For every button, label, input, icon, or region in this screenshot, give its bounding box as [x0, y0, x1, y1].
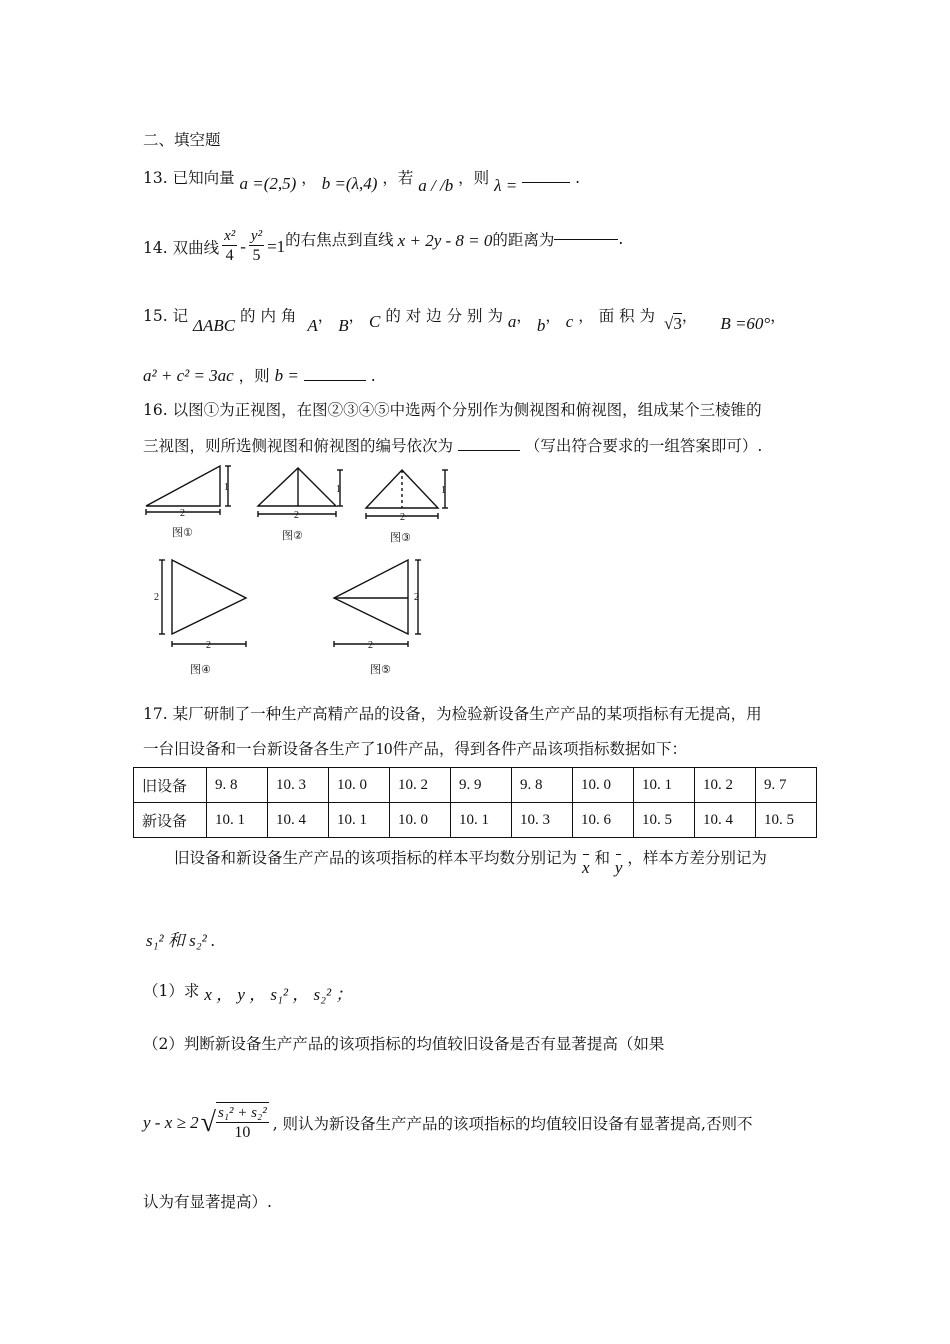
fig3-dim-2: 2 — [400, 512, 405, 523]
q17-line2-post: 件产品，得到各件产品该项指标数据如下： — [392, 740, 688, 758]
q14-prefix: 14. 双曲线 — [143, 239, 220, 258]
table-cell: 10. 4 — [268, 803, 329, 838]
q17-part-1 — [143, 976, 353, 1004]
figure-2-label: 图② — [282, 529, 303, 542]
q14-eq1: =1 — [267, 237, 286, 257]
q17-p1-pre: （1）求 — [143, 982, 200, 1000]
figure-5-shape — [334, 560, 421, 647]
q17-after-table — [174, 846, 767, 877]
q17-after-post: ，样本方差分别记为 — [627, 849, 767, 867]
q17-p1-values: x ， y ， s₁² ， s₂² ； — [204, 985, 353, 1004]
table-cell: 10. 4 — [695, 803, 756, 838]
q15-a: a — [507, 312, 517, 331]
q15-then: ，则 — [238, 367, 270, 385]
question-17: 17. 某厂研制了一种生产高精产品的设备，为检验新设备生产产品的某项指标有无提高，用 — [143, 705, 762, 723]
row-label-new: 新设备 — [134, 803, 207, 838]
table-cell: 10. 0 — [573, 768, 634, 803]
table-cell: 10. 3 — [512, 803, 573, 838]
q15-A: A — [307, 316, 318, 335]
section-title: 二、填空题 — [143, 131, 221, 149]
q17-ineq-numerator: s₁² + s₂² — [216, 1105, 269, 1123]
q15-c: c — [565, 312, 574, 331]
q17-variance-line — [146, 926, 215, 951]
q14-line-equation: x + 2y - 8 = 0 — [397, 231, 493, 251]
q15-comma-3: ， — [516, 307, 532, 325]
question-14 — [143, 228, 623, 266]
q17-part-2: （2）判断新设备生产产品的该项指标的均值较旧设备是否有显著提高（如果 — [143, 1035, 665, 1053]
figure-4-label: 图④ — [190, 663, 211, 676]
q17-inequality-fraction — [216, 1102, 269, 1143]
question-16-line-2 — [143, 434, 762, 456]
q14-end: . — [618, 230, 624, 249]
table-cell: 10. 2 — [390, 768, 451, 803]
fig1-dim-2: 2 — [180, 508, 185, 519]
question-13 — [143, 166, 581, 195]
q15-B: B — [338, 316, 349, 335]
q17-line2-pre: 一台旧设备和一台新设备各生产了 — [143, 740, 376, 758]
fig5-dim-2-horizontal: 2 — [368, 640, 373, 651]
q13-comma: ， — [301, 169, 317, 187]
q16-line2-pre: 三视图，则所选侧视图和俯视图的编号依次为 — [143, 437, 454, 455]
q15-equation: a² + c² = 3ac — [143, 366, 234, 385]
q17-after-pre: 旧设备和新设备生产产品的该项指标的样本平均数分别记为 — [174, 849, 578, 867]
q13-if: ，若 — [382, 169, 414, 187]
table-cell: 9. 9 — [451, 768, 512, 803]
q15-b: b — [536, 316, 546, 335]
q15-comma-2: ， — [348, 307, 365, 325]
q15-b-eq: b = — [274, 366, 299, 385]
q17-xbar: x — [581, 858, 590, 877]
q17-inequality-left: y - x ≥ 2 — [143, 1112, 199, 1132]
table-cell: 10. 1 — [451, 803, 512, 838]
fig5-dim-2-vertical: 2 — [414, 592, 419, 603]
table-cell: 10. 5 — [756, 803, 817, 838]
q15-C: C — [369, 312, 381, 331]
q15-sqrt3: √3 — [664, 314, 682, 333]
q13-answer-blank — [522, 181, 570, 183]
q14-den-4: 4 — [225, 247, 234, 265]
q15-t3: ， 面 积 为 — [578, 307, 656, 325]
q17-he: 和 — [594, 849, 610, 867]
q13-prefix: 13. 已知向量 — [143, 169, 235, 187]
table-cell: 10. 2 — [695, 768, 756, 803]
q14-num-y: y² — [249, 228, 264, 246]
question-15-line-2 — [143, 364, 376, 386]
q15-sqrt3-value: 3 — [673, 314, 682, 333]
q15-prefix: 15. 记 — [143, 307, 189, 325]
q15-triangle: ΔABC — [193, 316, 236, 335]
q16-line2-post: （写出符合要求的一组答案即可）. — [524, 437, 763, 455]
q17-ybar: y — [614, 858, 623, 877]
q15-angle-B: B =60° — [720, 314, 771, 333]
table-cell: 10. 1 — [634, 768, 695, 803]
q17-part-2-line-2 — [143, 1102, 753, 1143]
q14-den-5: 5 — [252, 247, 261, 265]
q17-count: 10 — [375, 739, 393, 758]
question-17-line-2 — [143, 737, 687, 759]
q14-num-x: x² — [222, 228, 237, 246]
figure-4-shape — [159, 560, 246, 647]
figure-5-label: 图⑤ — [370, 663, 391, 676]
figure-1-label: 图① — [172, 526, 193, 539]
sqrt-icon: √ — [200, 1106, 216, 1138]
table-row-new — [134, 803, 817, 838]
q14-mid: 的右焦点到直线 — [285, 231, 394, 250]
table-cell: 10. 1 — [329, 803, 390, 838]
figure-1-shape — [146, 466, 231, 515]
table-cell: 10. 3 — [268, 768, 329, 803]
table-cell: 9. 8 — [207, 768, 268, 803]
fig2-dim-2: 2 — [294, 510, 299, 521]
fig2-dim-1: 1 — [336, 484, 341, 495]
row-label-old: 旧设备 — [134, 768, 207, 803]
q14-fraction-x — [222, 228, 237, 266]
table-cell: 10. 1 — [207, 803, 268, 838]
q17-part-2-line-3: 认为有显著提高）. — [143, 1193, 272, 1211]
q14-answer-blank — [554, 238, 618, 240]
q14-tail: 的距离为 — [492, 231, 555, 250]
figure-3-shape — [366, 470, 448, 519]
question-16: 16. 以图①为正视图，在图②③④⑤中选两个分别作为侧视图和俯视图，组成某个三棱锥的 — [143, 401, 762, 419]
q13-then: ，则 — [458, 169, 490, 187]
fig3-dim-1: 1 — [441, 485, 446, 496]
figure-2-shape — [258, 468, 343, 517]
question-15 — [143, 304, 786, 335]
q15-answer-blank — [304, 379, 366, 381]
q17-variance-symbols: s₁² 和 s₂² . — [146, 931, 216, 950]
q17-part-2-text: , 则认为新设备生产产品的该项指标的均值较旧设备有显著提高,否则不 — [272, 1114, 753, 1133]
q15-end: . — [370, 367, 376, 385]
q15-t2: 的 对 边 分 别 为 — [385, 307, 503, 325]
q15-comma-5: ， — [681, 307, 698, 325]
q15-comma-1: ， — [317, 307, 334, 325]
table-cell: 9. 8 — [512, 768, 573, 803]
three-view-figures — [140, 460, 460, 680]
q16-answer-blank — [458, 449, 520, 451]
q14-fraction-y — [249, 228, 264, 266]
table-cell: 10. 5 — [634, 803, 695, 838]
fig4-dim-2-vertical: 2 — [154, 592, 159, 603]
table-cell: 9. 7 — [756, 768, 817, 803]
q13-vector-a: a =(2,5) — [239, 174, 297, 193]
q15-comma-4: ， — [545, 307, 561, 325]
q15-t1: 的 内 角 — [240, 307, 297, 325]
table-cell: 10. 6 — [573, 803, 634, 838]
fig4-dim-2-horizontal: 2 — [206, 640, 211, 651]
table-cell: 10. 0 — [390, 803, 451, 838]
q17-ineq-denominator: 10 — [234, 1124, 251, 1142]
q13-vector-b: b =(λ,4) — [321, 174, 378, 193]
fig1-dim-1: 1 — [224, 482, 229, 493]
q13-lambda: λ = — [494, 176, 518, 195]
figure-3-label: 图③ — [390, 531, 411, 544]
q15-comma-6: ， — [770, 307, 786, 325]
data-table — [133, 767, 817, 838]
q13-condition: a / /b — [418, 176, 454, 195]
table-row-old — [134, 768, 817, 803]
q14-minus: - — [240, 237, 246, 257]
q13-end: . — [575, 169, 581, 187]
table-cell: 10. 0 — [329, 768, 390, 803]
